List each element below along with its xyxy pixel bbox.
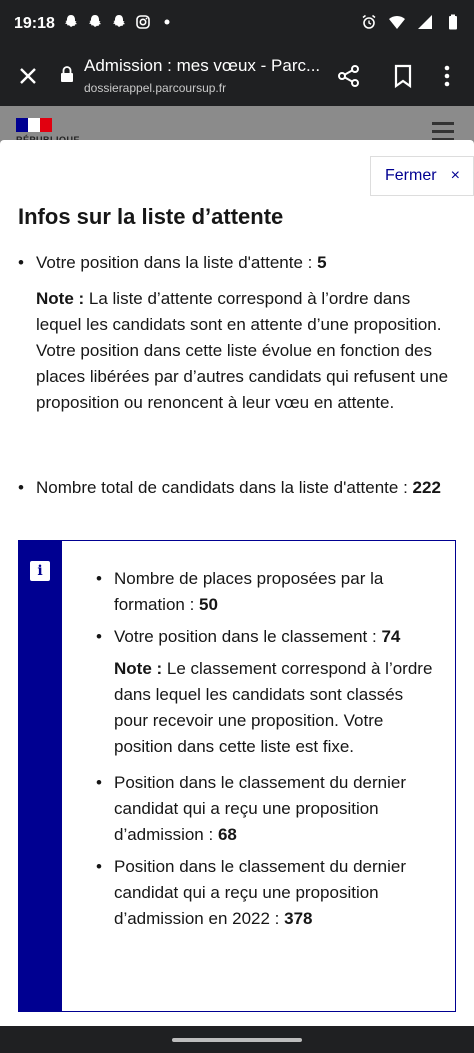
rank-note-text: Le classement correspond à l’ordre dans lequel les candidats sont classés pour recevoir une proposition. Votre position dans cette liste est fixe.	[114, 659, 433, 756]
status-time: 19:18	[14, 15, 55, 32]
list-item	[96, 770, 435, 848]
system-icons	[360, 14, 462, 32]
ranking-note	[96, 656, 435, 760]
info-icon: i	[30, 561, 50, 581]
last-admitted-2022-value: 378	[284, 909, 313, 928]
total-label: Nombre total de candidats dans la liste d'attente :	[36, 478, 413, 497]
list-item	[96, 624, 435, 650]
home-gesture-handle[interactable]	[172, 1038, 302, 1042]
close-modal-label: Fermer	[385, 167, 437, 184]
hamburger-icon[interactable]	[432, 122, 454, 142]
last-admitted-2022-label: Position dans le classement du dernier candidat qui a reçu une proposition d’admission en 2022 :	[114, 857, 406, 928]
notification-icons	[62, 14, 176, 32]
lock-icon	[60, 66, 74, 82]
snapchat-icon	[86, 14, 104, 32]
modal-title: Infos sur la liste d’attente	[18, 204, 284, 229]
signal-icon	[416, 14, 434, 32]
ranking-info-box	[18, 540, 456, 1012]
waitlist-note	[18, 286, 458, 416]
last-admitted-label: Position dans le classement du dernier candidat qui a reçu une proposition d’admission :	[114, 773, 406, 844]
waitlist-info-modal	[0, 140, 474, 1026]
alarm-icon	[360, 14, 378, 32]
list-item	[18, 475, 458, 501]
french-flag-icon	[16, 118, 52, 132]
rank-value: 74	[381, 627, 401, 646]
total-value: 222	[412, 478, 441, 497]
last-admitted-value: 68	[217, 825, 237, 844]
status-bar	[0, 0, 474, 48]
position-value: 5	[317, 253, 327, 272]
browser-toolbar	[0, 48, 474, 106]
list-item	[96, 566, 435, 618]
list-item	[18, 250, 458, 276]
close-modal-button[interactable]	[370, 156, 474, 196]
info-box-content	[62, 541, 455, 1011]
browser-url[interactable]: dossierappel.parcoursup.fr	[84, 81, 227, 95]
places-value: 50	[199, 595, 218, 614]
battery-icon	[444, 14, 462, 32]
list-item	[96, 854, 435, 932]
dot-icon	[158, 14, 176, 32]
note-text: La liste d’attente correspond à l’ordre dans lequel les candidats sont en attente d’une proposition. Votre position dans cette liste évolue en fonction des places libérées par d’autres candidats qui refusent une proposition ou renoncent à leur vœu en attente.	[36, 289, 449, 412]
bookmark-icon[interactable]	[392, 63, 414, 89]
close-tab-icon[interactable]	[14, 62, 42, 90]
rank-note-label: Note :	[114, 659, 167, 678]
waitlist-total-section	[18, 475, 458, 501]
share-icon[interactable]	[336, 63, 362, 89]
browser-page-title[interactable]: Admission : mes vœux - Parc...	[84, 56, 321, 75]
snapchat-icon	[62, 14, 80, 32]
navigation-bar	[0, 1026, 474, 1053]
waitlist-position-section	[18, 250, 458, 416]
places-label: Nombre de places proposées par la formation :	[114, 569, 384, 614]
snapchat-icon	[110, 14, 128, 32]
instagram-icon	[134, 14, 152, 32]
position-label: Votre position dans la liste d'attente :	[36, 253, 318, 272]
info-box-sidebar	[19, 541, 62, 1011]
rank-label: Votre position dans le classement :	[114, 627, 382, 646]
more-menu-icon[interactable]	[440, 63, 454, 89]
note-label: Note :	[36, 289, 89, 308]
wifi-icon	[388, 14, 406, 32]
close-icon: ×	[450, 167, 460, 184]
